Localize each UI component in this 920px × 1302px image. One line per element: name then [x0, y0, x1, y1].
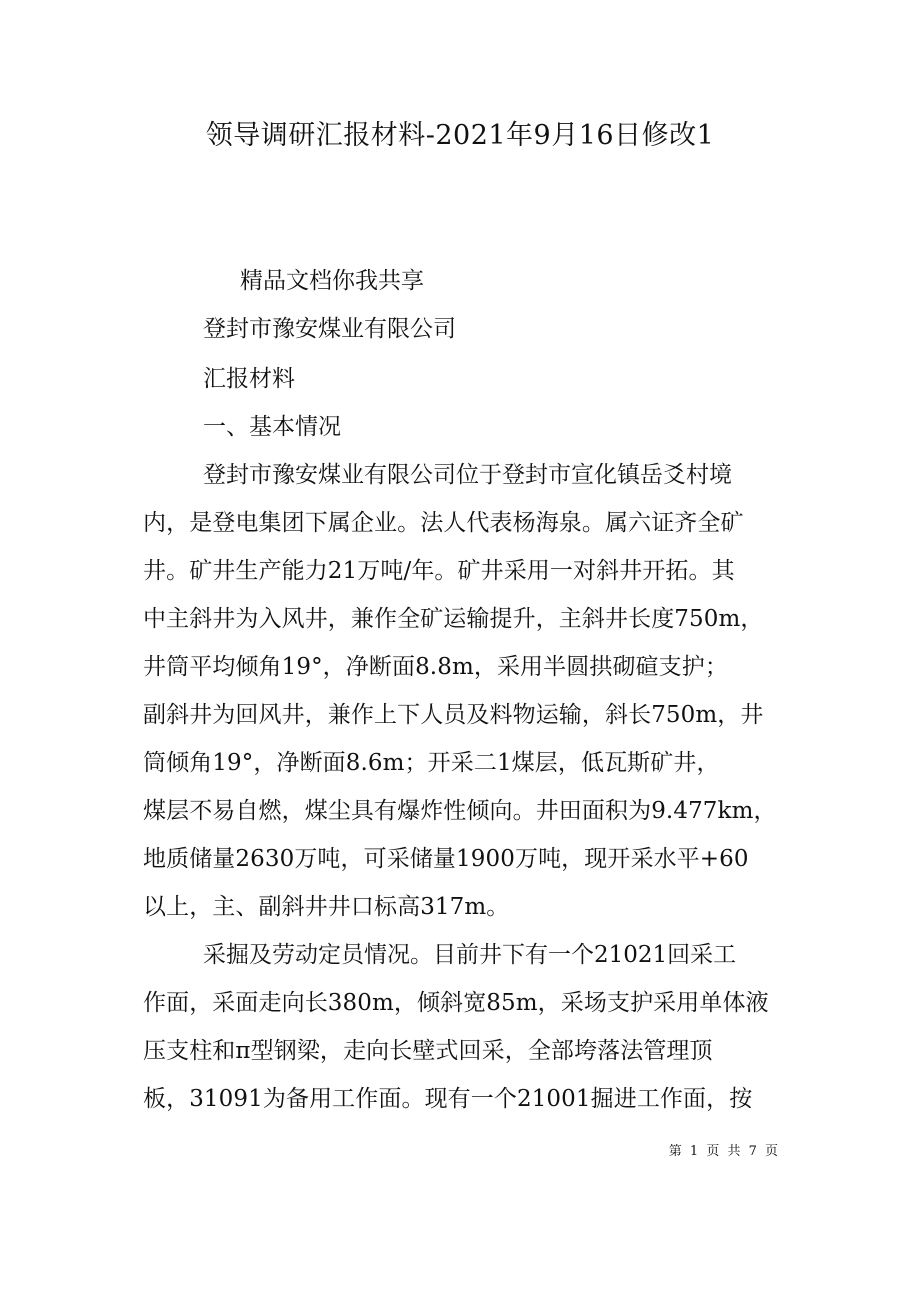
paragraph2-line: 作面，采面走向长380m，倾斜宽85m，采场支护采用单体液 [143, 990, 769, 1016]
report-label-line: 汇报材料 [203, 366, 295, 392]
company-name-line: 登封市豫安煤业有限公司 [203, 316, 456, 342]
paragraph2-line: 采掘及劳动定员情况。目前井下有一个21021回采工 [203, 942, 737, 968]
paragraph1-line: 登封市豫安煤业有限公司位于登封市宣化镇岳爻村境 [203, 462, 732, 488]
paragraph1-line: 以上，主、副斜井井口标高317m。 [143, 894, 510, 920]
document-title: 领导调研汇报材料-2021年9月16日修改1 [205, 120, 715, 151]
paragraph1-line: 井。矿井生产能力21万吨/年。矿井采用一对斜井开拓。其 [143, 558, 735, 584]
paragraph1-line: 地质储量2630万吨，可采储量1900万吨，现开采水平+60 [143, 846, 749, 872]
paragraph1-line: 筒倾角19°，净断面8.6m；开采二1煤层，低瓦斯矿井， [143, 750, 720, 776]
page-number-footer: 第 1 页 共 7 页 [668, 1144, 780, 1159]
paragraph1-line: 内，是登电集团下属企业。法人代表杨海泉。属六证齐全矿 [143, 510, 744, 536]
header-line: 精品文档你我共享 [240, 268, 424, 294]
paragraph1-line: 副斜井为回风井，兼作上下人员及料物运输，斜长750m，井 [143, 702, 764, 728]
paragraph1-line: 中主斜井为入风井，兼作全矿运输提升，主斜井长度750m， [143, 606, 764, 632]
paragraph1-line: 煤层不易自燃，煤尘具有爆炸性倾向。井田面积为9.477km， [143, 798, 777, 824]
section-heading: 一、基本情况 [203, 414, 341, 440]
paragraph1-line: 井筒平均倾角19°，净断面8.8m，采用半圆拱砌碹支护； [143, 654, 728, 680]
paragraph2-line: 板，31091为备用工作面。现有一个21001掘进工作面，按 [143, 1086, 753, 1112]
paragraph2-line: 压支柱和π型钢梁，走向长壁式回采，全部垮落法管理顶 [143, 1038, 713, 1064]
